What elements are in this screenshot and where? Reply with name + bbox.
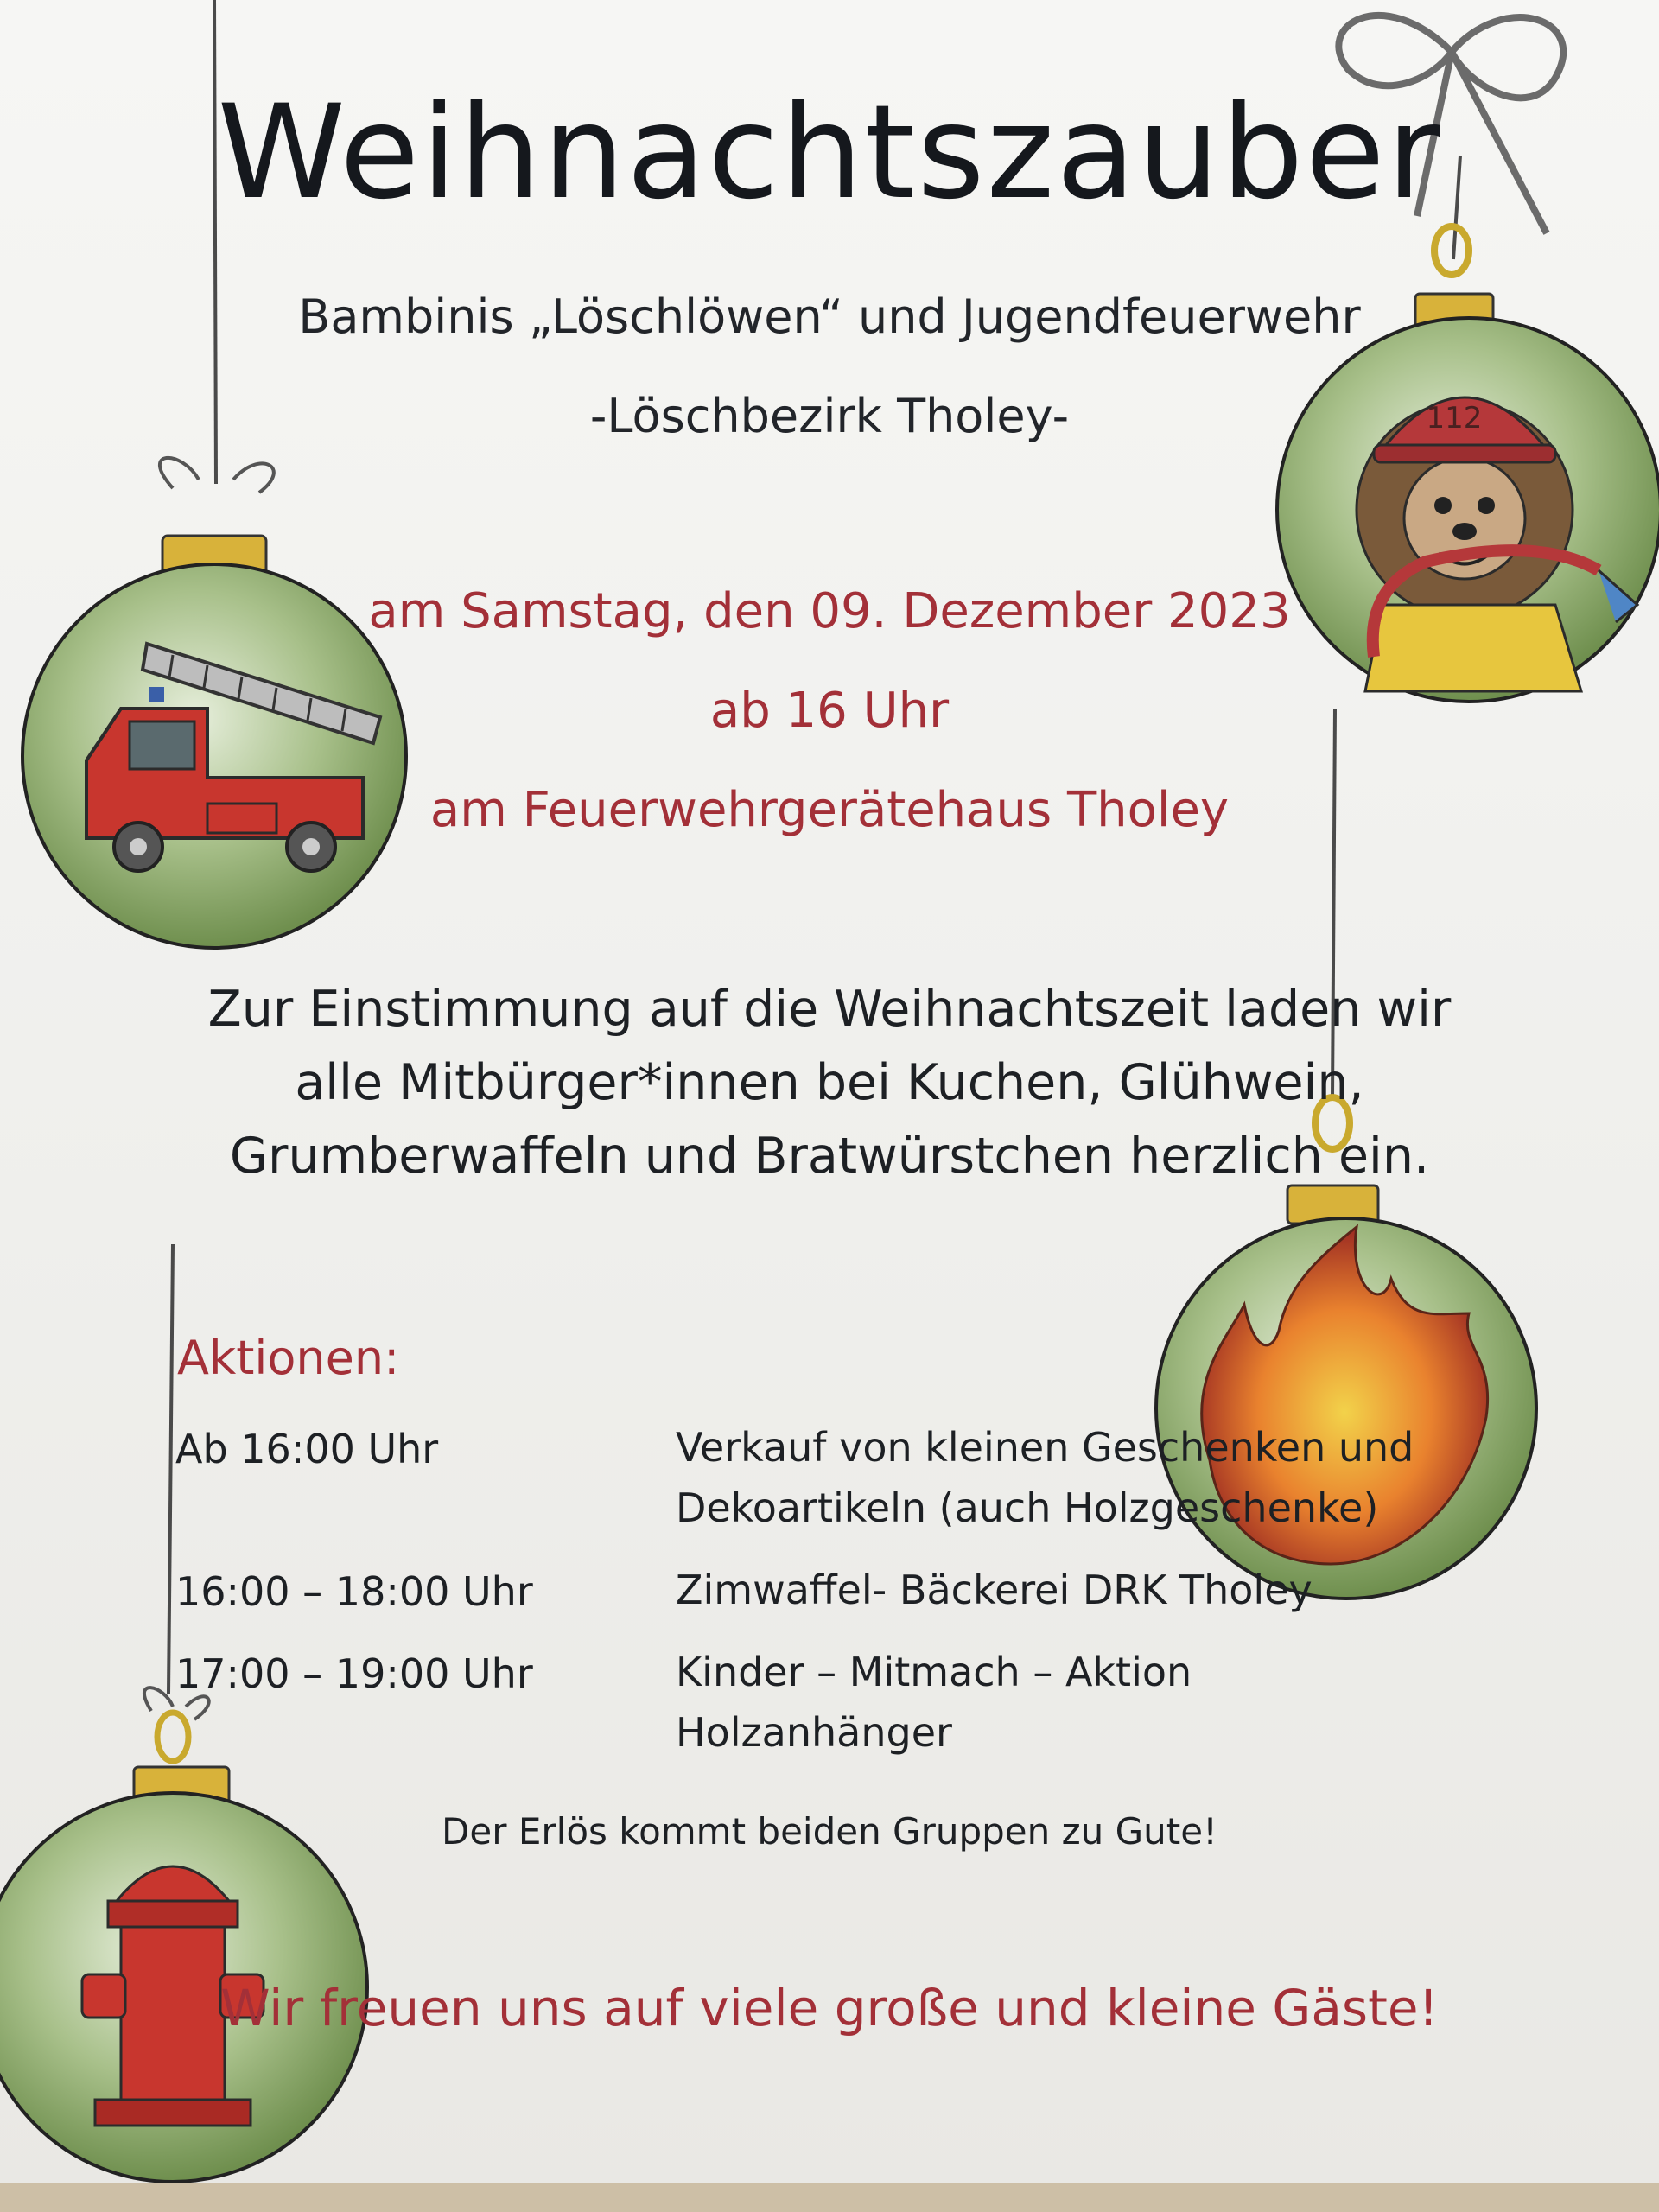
intro-line-3: Grumberwaffeln und Bratwürstchen herzlich ein. (229, 1128, 1430, 1185)
fire-hydrant-ornament-icon (0, 1688, 367, 2182)
action-time: Ab 16:00 Uhr (175, 1426, 439, 1472)
action-description (676, 1560, 1453, 1620)
action-description-line: Zimwaffel- Bäckerei DRK Tholey (676, 1567, 1313, 1613)
action-description (676, 1642, 1453, 1763)
intro-line-2: alle Mitbürger*innen bei Kuchen, Glühwein, (295, 1054, 1364, 1111)
proceeds-note: Der Erlös kommt beiden Gruppen zu Gute! (442, 1810, 1217, 1853)
event-date: am Samstag, den 09. Dezember 2023 (368, 583, 1291, 639)
action-time: 17:00 – 19:00 Uhr (175, 1650, 533, 1697)
intro-line-1: Zur Einstimmung auf die Weihnachtszeit laden wir (207, 981, 1452, 1038)
actions-heading: Aktionen: (177, 1331, 400, 1385)
table-surface (0, 2183, 1659, 2212)
district-line: -Löschbezirk Tholey- (589, 389, 1070, 443)
action-description-line: Dekoartikeln (auch Holzgeschenke) (676, 1484, 1379, 1531)
poster-title: Weihnachtszauber (217, 78, 1442, 228)
action-description (676, 1417, 1453, 1538)
organizers-line: Bambinis „Löschlöwen“ und Jugendfeuerwehr (298, 289, 1361, 344)
action-description-line: Kinder – Mitmach – Aktion Holzanhänger (676, 1649, 1192, 1756)
closing-message: Wir freuen uns auf viele große und kleine Gäste! (220, 1979, 1439, 2037)
event-location: am Feuerwehrgerätehaus Tholey (429, 782, 1230, 838)
lion-helmet-number: 112 (1426, 401, 1483, 435)
action-time: 16:00 – 18:00 Uhr (175, 1568, 533, 1615)
event-time: ab 16 Uhr (709, 683, 950, 739)
action-description-line: Verkauf von kleinen Geschenken und (676, 1424, 1414, 1471)
